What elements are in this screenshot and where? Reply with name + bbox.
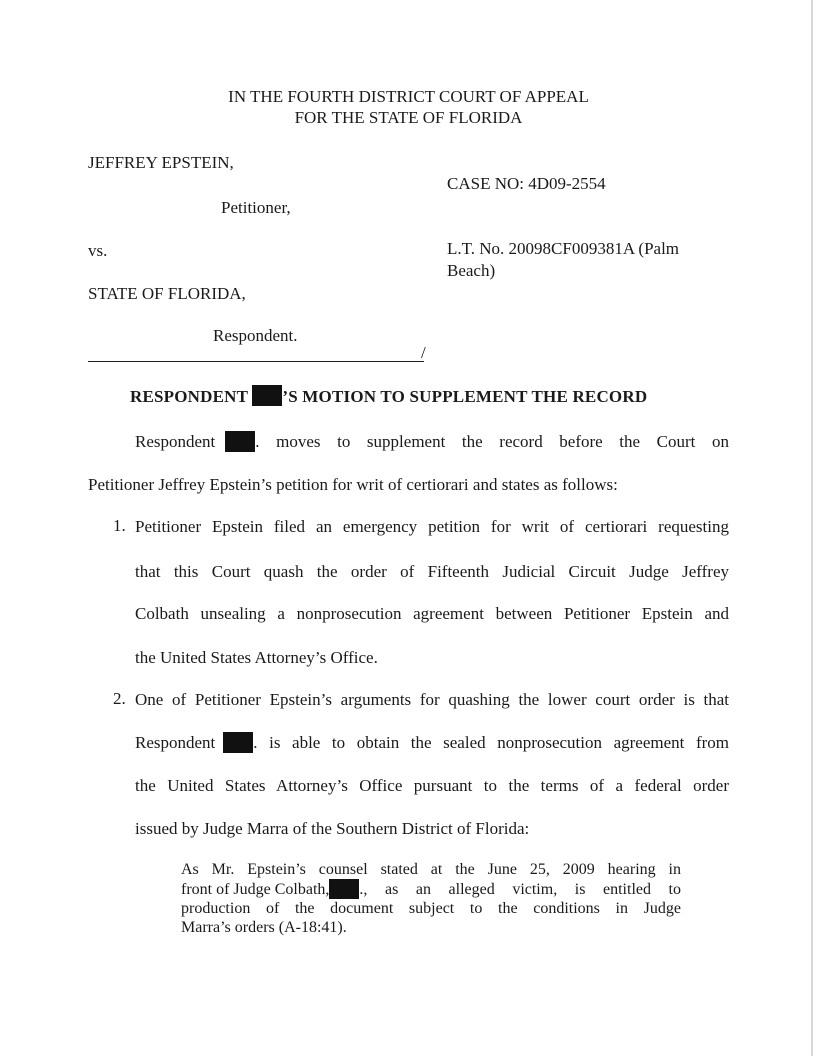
caption-slash: / (421, 343, 426, 362)
quote-line-4: Marra’s orders (A-18:41). (181, 919, 347, 936)
item-2-line-3: the United States Attorney’s Office pursuant to the terms of a federal order (135, 776, 729, 795)
redaction-box (225, 431, 255, 452)
motion-title-start: RESPONDENT (130, 387, 253, 406)
block-quote (181, 860, 681, 937)
petitioner-name: JEFFREY EPSTEIN, (88, 153, 234, 172)
item-1-line-3: Colbath unsealing a nonprosecution agreement between Petitioner Epstein and (135, 604, 729, 623)
case-number: CASE NO: 4D09-2554 (447, 174, 606, 193)
quote-line-3: production of the document subject to the conditions in Judge (181, 900, 681, 917)
redaction-box (329, 879, 359, 899)
lower-tribunal-number: L.T. No. 20098CF009381A (Palm (447, 239, 680, 258)
court-heading-line1: IN THE FOURTH DISTRICT COURT OF APPEAL (228, 87, 589, 106)
court-heading-line2: FOR THE STATE OF FLORIDA (294, 108, 523, 127)
item-2-line-2-end: . is able to obtain the sealed nonprosecution agreement from (253, 733, 729, 752)
redaction-box (252, 385, 282, 406)
caption-divider-line (88, 361, 424, 362)
quote-line-1: As Mr. Epstein’s counsel stated at the June 25, 2009 hearing in (181, 861, 681, 878)
quote-line-2 (181, 879, 681, 899)
item-2-line-4: issued by Judge Marra of the Southern District of Florida: (135, 819, 530, 838)
intro-line-1 (135, 431, 729, 452)
motion-title (130, 385, 647, 407)
respondent-name: STATE OF FLORIDA, (88, 284, 246, 303)
item-1-line-2: that this Court quash the order of Fifteenth Judicial Circuit Judge Jeffrey (135, 562, 729, 581)
intro-line-1-end: . moves to supplement the record before the Court on (255, 432, 729, 451)
item-1-number: 1. (113, 516, 126, 535)
page-edge-rule (811, 0, 813, 1056)
petitioner-role: Petitioner, (221, 198, 291, 217)
quote-line-2-end: ., as an alleged victim, is entitled to (359, 880, 681, 898)
item-1-line-4: the United States Attorney’s Office. (135, 648, 378, 667)
intro-line-1-start: Respondent (135, 432, 216, 451)
item-1-line-1: Petitioner Epstein filed an emergency petition for writ of certiorari requesting (135, 517, 729, 536)
versus: vs. (88, 241, 108, 260)
quote-line-2-start: front of Judge Colbath, (181, 880, 330, 898)
lower-tribunal-county: Beach) (447, 261, 496, 280)
intro-line-2: Petitioner Jeffrey Epstein’s petition for writ of certiorari and states as follows: (88, 475, 618, 494)
item-2-line-2-start: Respondent (135, 733, 216, 752)
redaction-box (223, 732, 253, 753)
respondent-role: Respondent. (213, 326, 298, 345)
item-2-number: 2. (113, 689, 126, 708)
motion-title-end: ’S MOTION TO SUPPLEMENT THE RECORD (282, 387, 648, 406)
item-2-line-2 (135, 732, 729, 753)
item-2-line-1: One of Petitioner Epstein’s arguments for quashing the lower court order is that (135, 690, 729, 709)
